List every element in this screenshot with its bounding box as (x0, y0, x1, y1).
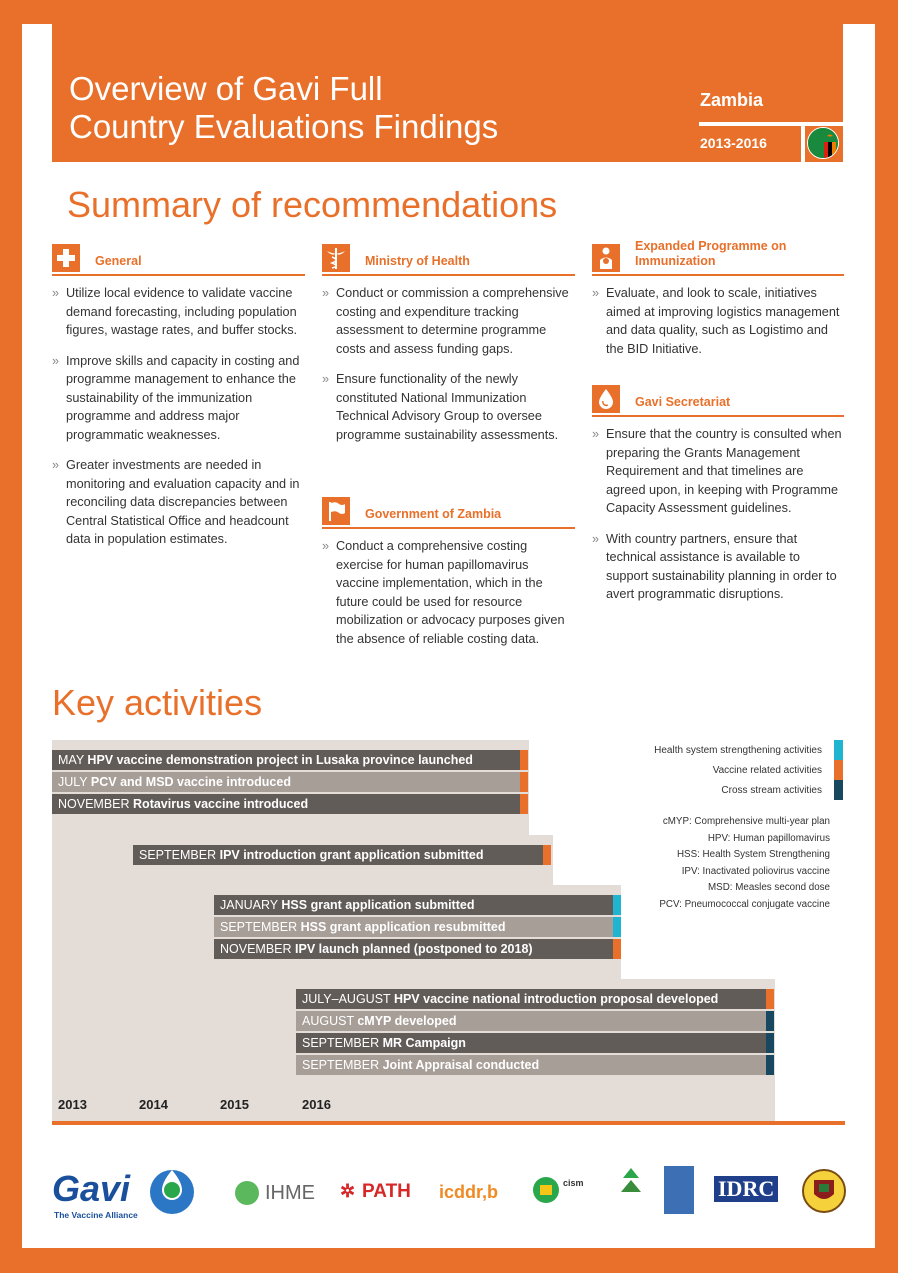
idrc-logo: IDRC (714, 1176, 784, 1206)
year-label: 2016 (302, 1097, 331, 1112)
list-item: » Evaluate, and look to scale, initiatives aimed at improving logistics management and data quality, such as Logistimo and the BID Initiative. (592, 284, 844, 358)
list-item: » With country partners, ensure that technical assistance is available to support sustainability planning in order to avert programmatic disruptions. (592, 530, 844, 604)
activity-bar: JULY PCV and MSD vaccine introduced (52, 772, 520, 792)
flag-box (805, 126, 843, 162)
activity-bar: SEPTEMBER MR Campaign (296, 1033, 766, 1053)
category-marker (766, 989, 774, 1009)
activity-bar: JULY–AUGUST HPV vaccine national introduction proposal developed (296, 989, 766, 1009)
year-label: 2015 (220, 1097, 249, 1112)
abbreviation: PCV: Pneumococcal conjugate vaccine (659, 898, 830, 910)
category-marker (613, 939, 621, 959)
abbreviation: MSD: Measles second dose (708, 882, 830, 893)
section-epi (592, 239, 844, 370)
legend-cross: Cross stream activities (721, 785, 822, 796)
list-item: » Greater investments are needed in monitoring and evaluation capacity and in reconciling data discrepancies between Central Statistical Office and headcount data in population estimates. (52, 456, 305, 549)
category-marker (520, 794, 528, 814)
drop-icon (592, 385, 620, 413)
caduceus-icon (322, 244, 350, 272)
list-item: » Improve skills and capacity in costing and programme management to enhance the sustainability of the immunization programme and address major programmatic weaknesses. (52, 352, 305, 445)
icddrb-logo: icddr,b (439, 1182, 499, 1202)
activity-bar: MAY HPV vaccine demonstration project in Lusaka province launched (52, 750, 520, 770)
list-item: » Conduct a comprehensive costing exercise for human papillomavirus vaccine implementation, which in the future could be used for resource mobilization or advocacy purposes given the absence of reliable costing data. (322, 537, 575, 648)
legend-swatch-vaccine (834, 760, 843, 780)
header-banner (52, 24, 699, 162)
list-item: » Utilize local evidence to validate vaccine demand forecasting, including population figures, wastage rates, and buffer stocks. (52, 284, 305, 340)
timeline-baseline (52, 1121, 845, 1125)
zambia-flag-icon (807, 127, 839, 159)
country-box (685, 24, 843, 122)
key-activities-heading: Key activities (52, 682, 263, 723)
activity-bar: AUGUST cMYP developed (296, 1011, 766, 1031)
section-general (52, 244, 305, 561)
legend-swatch-cross (834, 780, 843, 800)
health-logo (664, 1166, 694, 1214)
section-title: General (95, 254, 142, 268)
category-marker (613, 917, 621, 937)
abbreviation: HPV: Human papillomavirus (707, 832, 830, 844)
list-item: » Ensure that the country is consulted when preparing the Grants Management Requirement and that timelines are agreed upon, in keeping with Programme Capacity Assessment guidelines. (592, 425, 844, 518)
activity-bar: NOVEMBER Rotavirus vaccine introduced (52, 794, 520, 814)
activity-bar: SEPTEMBER HSS grant application resubmitted (214, 917, 613, 937)
abbreviation-list (612, 814, 830, 913)
abbreviation: cMYP: Comprehensive multi-year plan (662, 816, 830, 827)
section-government (322, 497, 575, 660)
cism-logo: cism (532, 1174, 602, 1210)
legend-vaccine: Vaccine related activities (712, 765, 822, 776)
category-marker (520, 750, 528, 770)
list-item: » Ensure functionality of the newly constituted National Immunization Technical Advisory Group to oversee programme sustainability assessments. (322, 370, 575, 444)
activity-bar: SEPTEMBER IPV introduction grant application submitted (133, 845, 543, 865)
legend-hss: Health system strengthening activities (654, 745, 822, 756)
activity-bar: SEPTEMBER Joint Appraisal conducted (296, 1055, 766, 1075)
activity-timeline (52, 740, 845, 1125)
activity-bar: NOVEMBER IPV launch planned (postponed to 2018) (214, 939, 613, 959)
category-marker (543, 845, 551, 865)
section-title: Government of Zambia (365, 507, 502, 521)
list-item: » Conduct or commission a comprehensive costing and expenditure tracking assessment to determine programme costs and assess funding gaps. (322, 284, 575, 358)
year-label: 2014 (139, 1097, 168, 1112)
legend-swatch-hss (834, 740, 843, 760)
plus-icon (52, 244, 80, 272)
section-title: Expanded Programme on Immunization (635, 239, 787, 268)
path-logo: ✲ PATH (340, 1181, 411, 1202)
activity-bar: JANUARY HSS grant application submitted (214, 895, 613, 915)
section-gavi (592, 385, 844, 616)
category-marker (766, 1055, 774, 1075)
category-marker (520, 772, 528, 792)
abbreviation: HSS: Health System Strengthening (676, 849, 830, 860)
university-seal-logo (802, 1166, 846, 1216)
poster (22, 24, 875, 1248)
section-ministry (322, 244, 575, 456)
mother-child-icon (592, 244, 620, 272)
ihme-logo: IHME (234, 1178, 324, 1208)
year-label: 2013 (58, 1097, 87, 1112)
section-title: Gavi Secretariat (635, 395, 731, 409)
gavi-logo: Gavi The Vaccine Alliance (52, 1164, 202, 1224)
years-box (685, 126, 801, 162)
category-marker (766, 1011, 774, 1031)
category-marker (766, 1033, 774, 1053)
section-title: Ministry of Health (365, 254, 470, 268)
summary-heading: Summary of recommendations (67, 184, 558, 225)
uem-logo (612, 1166, 650, 1214)
abbreviation: IPV: Inactivated poliovirus vaccine (681, 865, 830, 877)
years-label: 2013-2016 (700, 135, 767, 151)
page-title: Overview of Gavi Full Country Evaluations Findings (69, 70, 499, 145)
country-name: Zambia (700, 90, 764, 110)
flag-icon (322, 497, 350, 525)
